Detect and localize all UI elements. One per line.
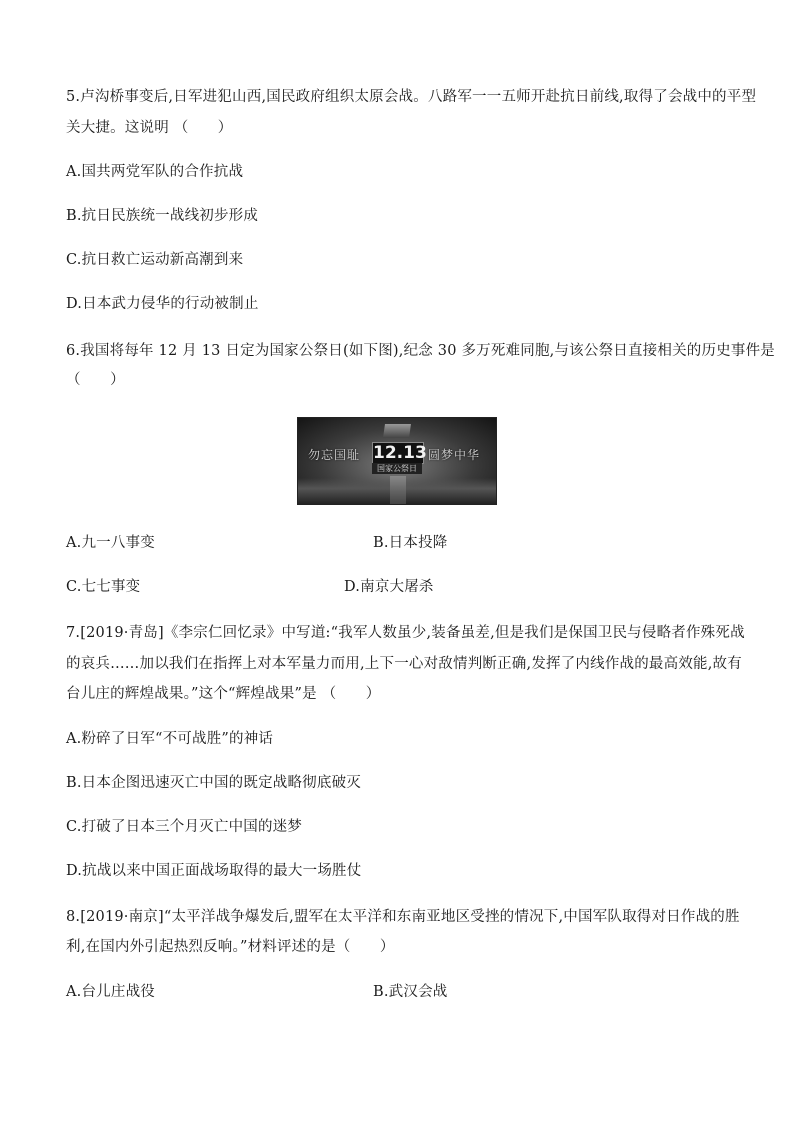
q6-option-b: B.日本投降: [373, 535, 448, 551]
figure-left-slogan: 勿忘国耻: [308, 448, 361, 462]
q6-option-c: C.七七事变: [66, 579, 141, 595]
q6-stem-line1: 6.我国将每年 12 月 13 日定为国家公祭日(如下图),纪念 30 多万死难同胞,与该公祭日直接相关的历史事件是: [66, 343, 775, 359]
q6-stem-line2: （ ）: [66, 372, 125, 388]
q8-stem-line1: 8.[2019·南京]“太平洋战争爆发后,盟军在太平洋和东南亚地区受挫的情况下,中国军队取得对日作战的胜: [66, 909, 740, 925]
q5-stem-line2: 关大捷。这说明 （ ）: [66, 120, 233, 136]
q7-option-d: D.抗战以来中国正面战场取得的最大一场胜仗: [66, 863, 362, 879]
q7-option-a: A.粉碎了日军“不可战胜”的神话: [66, 731, 274, 747]
q7-stem-line2: 的哀兵……加以我们在指挥上对本军量力而用,上下一心对敌情判断正确,发挥了内线作战的最高效能,故有: [66, 656, 742, 672]
figure-right-slogan: 圆梦中华: [428, 448, 481, 462]
q5-option-b: B.抗日民族统一战线初步形成: [66, 208, 259, 224]
figure-day-label: 国家公祭日: [372, 463, 422, 474]
q8-option-b: B.武汉会战: [373, 984, 448, 1000]
q5-option-a: A.国共两党军队的合作抗战: [66, 164, 244, 180]
q6-option-d: D.南京大屠杀: [344, 579, 434, 595]
q8-stem-line2: 利,在国内外引起热烈反响。”材料评述的是（ ）: [66, 939, 395, 955]
q7-option-c: C.打破了日本三个月灭亡中国的迷梦: [66, 819, 303, 835]
q5-option-d: D.日本武力侵华的行动被制止: [66, 296, 259, 312]
q7-stem-line3: 台儿庄的辉煌战果。”这个“辉煌战果”是 （ ）: [66, 686, 381, 702]
memorial-tower-shape: [383, 424, 411, 438]
q6-option-a: A.九一八事变: [66, 535, 155, 551]
q7-option-b: B.日本企图迅速灭亡中国的既定战略彻底破灭: [66, 775, 361, 791]
q8-option-a: A.台儿庄战役: [66, 984, 155, 1000]
q5-stem-line1: 5.卢沟桥事变后,日军进犯山西,国民政府组织太原会战。八路军一一五师开赴抗日前线,取得了会战中的平型: [66, 89, 757, 105]
memorial-day-image: [297, 417, 497, 505]
q5-option-c: C.抗日救亡运动新高潮到来: [66, 252, 244, 268]
monument-statue-shape: [390, 476, 406, 504]
q7-stem-line1: 7.[2019·青岛]《李宗仁回忆录》中写道:“我军人数虽少,装备虽差,但是我们是保国卫民与侵略者作殊死战: [66, 625, 745, 641]
figure-date: 12.13: [373, 443, 427, 463]
